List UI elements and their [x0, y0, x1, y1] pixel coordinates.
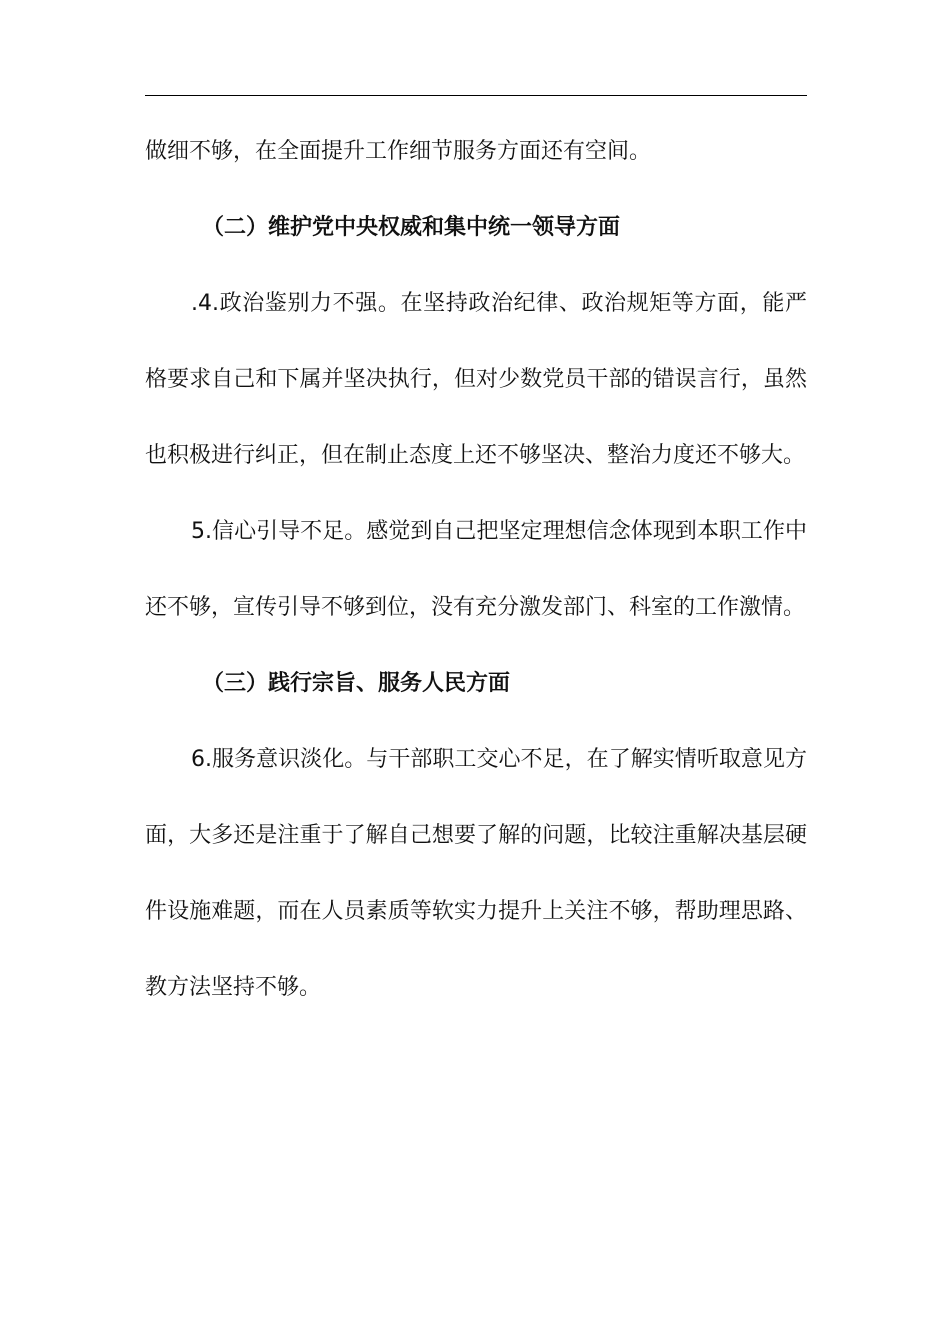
paragraph-item-4: .4.政治鉴别力不强。在坚持政治纪律、政治规矩等方面，能严格要求自己和下属并坚决执行，但对少数党员干部的错误言行，虽然也积极进行纠正，但在制止态度上还不够坚决、整治力度还不够大。: [145, 291, 807, 468]
section-heading-2: （二）维护党中央权威和集中统一领导方面: [202, 215, 621, 240]
paragraph-item-5: 5.信心引导不足。感觉到自己把坚定理想信念体现到本职工作中还不够，宣传引导不够到位，没有充分激发部门、科室的工作激情。: [145, 519, 807, 620]
paragraph-continuation: 做细不够，在全面提升工作细节服务方面还有空间。: [145, 139, 652, 164]
document-body: [145, 114, 807, 1026]
paragraph-item-6: 6.服务意识淡化。与干部职工交心不足，在了解实情听取意见方面，大多还是注重于了解自己想要了解的问题，比较注重解决基层硬件设施难题，而在人员素质等软实力提升上关注不够，帮助理思路、教方法坚持不够。: [145, 747, 807, 1000]
section-heading-3: （三）践行宗旨、服务人民方面: [202, 671, 511, 696]
header-rule: [145, 95, 807, 96]
